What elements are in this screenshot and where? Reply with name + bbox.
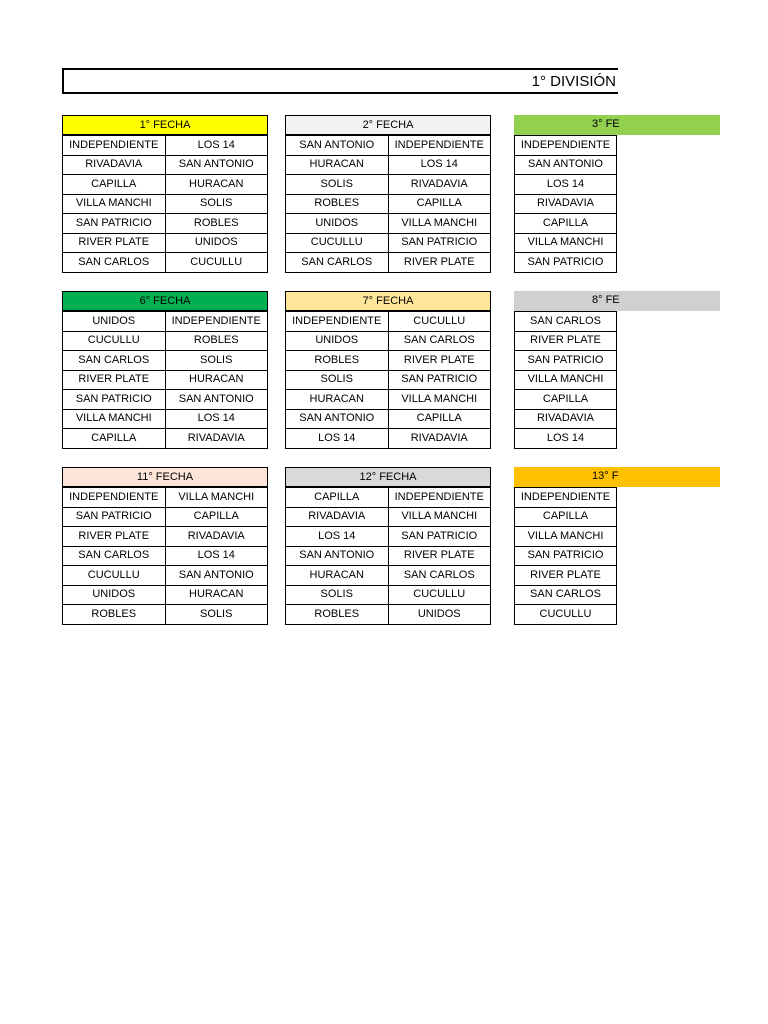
table-row (286, 585, 491, 605)
home-team-cell: SAN CARLOS (515, 585, 617, 605)
table-row (286, 370, 491, 390)
away-team-cell: VILLA MANCHI (388, 507, 491, 527)
fixture-header: 6° FECHA (62, 291, 268, 311)
table-row (286, 605, 491, 625)
home-team-cell: VILLA MANCHI (63, 409, 166, 429)
table-row (63, 370, 268, 390)
away-team-cell: RIVADAVIA (165, 429, 268, 449)
home-team-cell: ROBLES (286, 194, 389, 214)
away-team-cell: UNIDOS (388, 605, 491, 625)
home-team-cell: SAN PATRICIO (515, 546, 617, 566)
home-team-cell: VILLA MANCHI (515, 370, 617, 390)
home-team-cell: CAPILLA (515, 507, 617, 527)
home-team-cell: CAPILLA (515, 214, 617, 234)
home-team-cell: RIVADAVIA (515, 409, 617, 429)
home-team-cell: CUCULLU (63, 331, 166, 351)
table-row (63, 409, 268, 429)
away-team-cell: LOS 14 (165, 546, 268, 566)
home-team-cell: RIVADAVIA (515, 194, 617, 214)
home-team-cell: INDEPENDIENTE (515, 136, 617, 156)
away-team-cell: LOS 14 (165, 136, 268, 156)
away-team-cell: INDEPENDIENTE (388, 488, 491, 508)
table-row (63, 194, 268, 214)
fixture-header: 13° F (514, 467, 720, 487)
home-team-cell: SAN ANTONIO (286, 546, 389, 566)
away-team-cell: RIVER PLATE (388, 351, 491, 371)
table-row (515, 175, 617, 195)
away-team-cell: ROBLES (165, 214, 268, 234)
home-team-cell: RIVADAVIA (63, 155, 166, 175)
fixture-header: 8° FE (514, 291, 720, 311)
table-row (63, 507, 268, 527)
away-team-cell: CUCULLU (388, 312, 491, 332)
division-title: 1° DIVISIÓN (62, 68, 618, 94)
away-team-cell: SAN PATRICIO (388, 370, 491, 390)
table-row (286, 566, 491, 586)
table-row (515, 409, 617, 429)
home-team-cell: SAN PATRICIO (63, 507, 166, 527)
away-team-cell: ROBLES (165, 331, 268, 351)
home-team-cell: CAPILLA (515, 390, 617, 410)
home-team-cell: SAN CARLOS (515, 312, 617, 332)
table-row (515, 194, 617, 214)
fixture-table (62, 135, 268, 273)
table-row (515, 331, 617, 351)
table-row (286, 175, 491, 195)
table-row (515, 566, 617, 586)
table-row (63, 175, 268, 195)
table-row (63, 566, 268, 586)
home-team-cell: CUCULLU (286, 233, 389, 253)
table-row (515, 507, 617, 527)
home-team-cell: UNIDOS (286, 214, 389, 234)
table-row (286, 527, 491, 547)
table-row (286, 546, 491, 566)
away-team-cell: RIVADAVIA (165, 527, 268, 547)
fixture-block (285, 467, 491, 625)
away-team-cell: CUCULLU (388, 585, 491, 605)
away-team-cell: CAPILLA (388, 409, 491, 429)
home-team-cell: INDEPENDIENTE (515, 488, 617, 508)
home-team-cell: HURACAN (286, 390, 389, 410)
home-team-cell: ROBLES (286, 351, 389, 371)
table-row (286, 390, 491, 410)
home-team-cell: RIVER PLATE (515, 331, 617, 351)
away-team-cell: RIVADAVIA (388, 175, 491, 195)
away-team-cell: CAPILLA (165, 507, 268, 527)
home-team-cell: CUCULLU (515, 605, 617, 625)
table-row (286, 214, 491, 234)
fixture-table (514, 487, 617, 625)
away-team-cell: VILLA MANCHI (388, 390, 491, 410)
away-team-cell: VILLA MANCHI (388, 214, 491, 234)
home-team-cell: CAPILLA (286, 488, 389, 508)
table-row (63, 390, 268, 410)
home-team-cell: LOS 14 (515, 175, 617, 195)
table-row (515, 488, 617, 508)
fixture-table (62, 311, 268, 449)
away-team-cell: HURACAN (165, 175, 268, 195)
table-row (63, 253, 268, 273)
table-row (63, 312, 268, 332)
home-team-cell: CAPILLA (63, 429, 166, 449)
table-row (63, 527, 268, 547)
home-team-cell: SOLIS (286, 585, 389, 605)
away-team-cell: SAN CARLOS (388, 566, 491, 586)
table-row (515, 605, 617, 625)
table-row (63, 605, 268, 625)
fixture-block (62, 291, 268, 449)
away-team-cell: RIVADAVIA (388, 429, 491, 449)
fixture-block (514, 291, 718, 449)
away-team-cell: SAN ANTONIO (165, 155, 268, 175)
home-team-cell: ROBLES (286, 605, 389, 625)
home-team-cell: LOS 14 (515, 429, 617, 449)
away-team-cell: SAN PATRICIO (388, 233, 491, 253)
table-row (286, 331, 491, 351)
fixture-block (285, 291, 491, 449)
away-team-cell: LOS 14 (165, 409, 268, 429)
table-row (63, 155, 268, 175)
fixture-table (514, 135, 617, 273)
fixture-header: 12° FECHA (285, 467, 491, 487)
table-row (515, 233, 617, 253)
home-team-cell: HURACAN (286, 155, 389, 175)
table-row (515, 214, 617, 234)
table-row (63, 214, 268, 234)
home-team-cell: CAPILLA (63, 175, 166, 195)
home-team-cell: SAN ANTONIO (286, 136, 389, 156)
fixture-table (285, 311, 491, 449)
home-team-cell: UNIDOS (63, 585, 166, 605)
home-team-cell: SAN CARLOS (63, 351, 166, 371)
fixture-block (285, 115, 491, 273)
table-row (286, 507, 491, 527)
fixture-block (62, 115, 268, 273)
away-team-cell: VILLA MANCHI (165, 488, 268, 508)
home-team-cell: SAN PATRICIO (63, 214, 166, 234)
table-row (515, 546, 617, 566)
away-team-cell: INDEPENDIENTE (388, 136, 491, 156)
fixture-header: 2° FECHA (285, 115, 491, 135)
home-team-cell: INDEPENDIENTE (286, 312, 389, 332)
table-row (286, 312, 491, 332)
table-row (515, 155, 617, 175)
home-team-cell: VILLA MANCHI (515, 527, 617, 547)
home-team-cell: RIVER PLATE (63, 527, 166, 547)
table-row (63, 546, 268, 566)
away-team-cell: RIVER PLATE (388, 546, 491, 566)
home-team-cell: SAN ANTONIO (515, 155, 617, 175)
fixture-header: 7° FECHA (285, 291, 491, 311)
home-team-cell: SAN PATRICIO (515, 351, 617, 371)
table-row (515, 585, 617, 605)
home-team-cell: INDEPENDIENTE (63, 136, 166, 156)
away-team-cell: CUCULLU (165, 253, 268, 273)
away-team-cell: RIVER PLATE (388, 253, 491, 273)
fixture-header: 1° FECHA (62, 115, 268, 135)
table-row (515, 312, 617, 332)
fixture-header: 3° FE (514, 115, 720, 135)
away-team-cell: HURACAN (165, 370, 268, 390)
table-row (63, 585, 268, 605)
home-team-cell: SOLIS (286, 175, 389, 195)
home-team-cell: SAN CARLOS (63, 546, 166, 566)
home-team-cell: SAN CARLOS (63, 253, 166, 273)
table-row (515, 351, 617, 371)
home-team-cell: LOS 14 (286, 527, 389, 547)
home-team-cell: SAN PATRICIO (63, 390, 166, 410)
away-team-cell: SOLIS (165, 194, 268, 214)
table-row (63, 331, 268, 351)
home-team-cell: UNIDOS (63, 312, 166, 332)
home-team-cell: RIVER PLATE (63, 370, 166, 390)
home-team-cell: HURACAN (286, 566, 389, 586)
home-team-cell: SAN ANTONIO (286, 409, 389, 429)
away-team-cell: SAN CARLOS (388, 331, 491, 351)
fixture-table (285, 135, 491, 273)
table-row (286, 351, 491, 371)
fixture-table (62, 487, 268, 625)
away-team-cell: LOS 14 (388, 155, 491, 175)
table-row (286, 253, 491, 273)
home-team-cell: SAN PATRICIO (515, 253, 617, 273)
table-row (286, 488, 491, 508)
home-team-cell: UNIDOS (286, 331, 389, 351)
table-row (286, 194, 491, 214)
away-team-cell: INDEPENDIENTE (165, 312, 268, 332)
home-team-cell: RIVER PLATE (515, 566, 617, 586)
table-row (286, 429, 491, 449)
away-team-cell: SAN ANTONIO (165, 566, 268, 586)
home-team-cell: ROBLES (63, 605, 166, 625)
table-row (286, 136, 491, 156)
fixture-block (62, 467, 268, 625)
away-team-cell: SAN PATRICIO (388, 527, 491, 547)
fixture-block (514, 467, 718, 625)
table-row (286, 155, 491, 175)
away-team-cell: SAN ANTONIO (165, 390, 268, 410)
table-row (286, 233, 491, 253)
table-row (515, 253, 617, 273)
fixture-table (514, 311, 617, 449)
away-team-cell: UNIDOS (165, 233, 268, 253)
away-team-cell: HURACAN (165, 585, 268, 605)
table-row (63, 351, 268, 371)
home-team-cell: SOLIS (286, 370, 389, 390)
table-row (63, 136, 268, 156)
home-team-cell: LOS 14 (286, 429, 389, 449)
home-team-cell: VILLA MANCHI (515, 233, 617, 253)
away-team-cell: SOLIS (165, 605, 268, 625)
table-row (515, 429, 617, 449)
away-team-cell: SOLIS (165, 351, 268, 371)
home-team-cell: SAN CARLOS (286, 253, 389, 273)
away-team-cell: CAPILLA (388, 194, 491, 214)
fixture-table (285, 487, 491, 625)
table-row (515, 136, 617, 156)
table-row (63, 488, 268, 508)
table-row (286, 409, 491, 429)
table-row (63, 233, 268, 253)
table-row (63, 429, 268, 449)
home-team-cell: INDEPENDIENTE (63, 488, 166, 508)
fixture-header: 11° FECHA (62, 467, 268, 487)
table-row (515, 527, 617, 547)
table-row (515, 390, 617, 410)
fixture-block (514, 115, 718, 273)
home-team-cell: CUCULLU (63, 566, 166, 586)
table-row (515, 370, 617, 390)
home-team-cell: VILLA MANCHI (63, 194, 166, 214)
home-team-cell: RIVER PLATE (63, 233, 166, 253)
home-team-cell: RIVADAVIA (286, 507, 389, 527)
